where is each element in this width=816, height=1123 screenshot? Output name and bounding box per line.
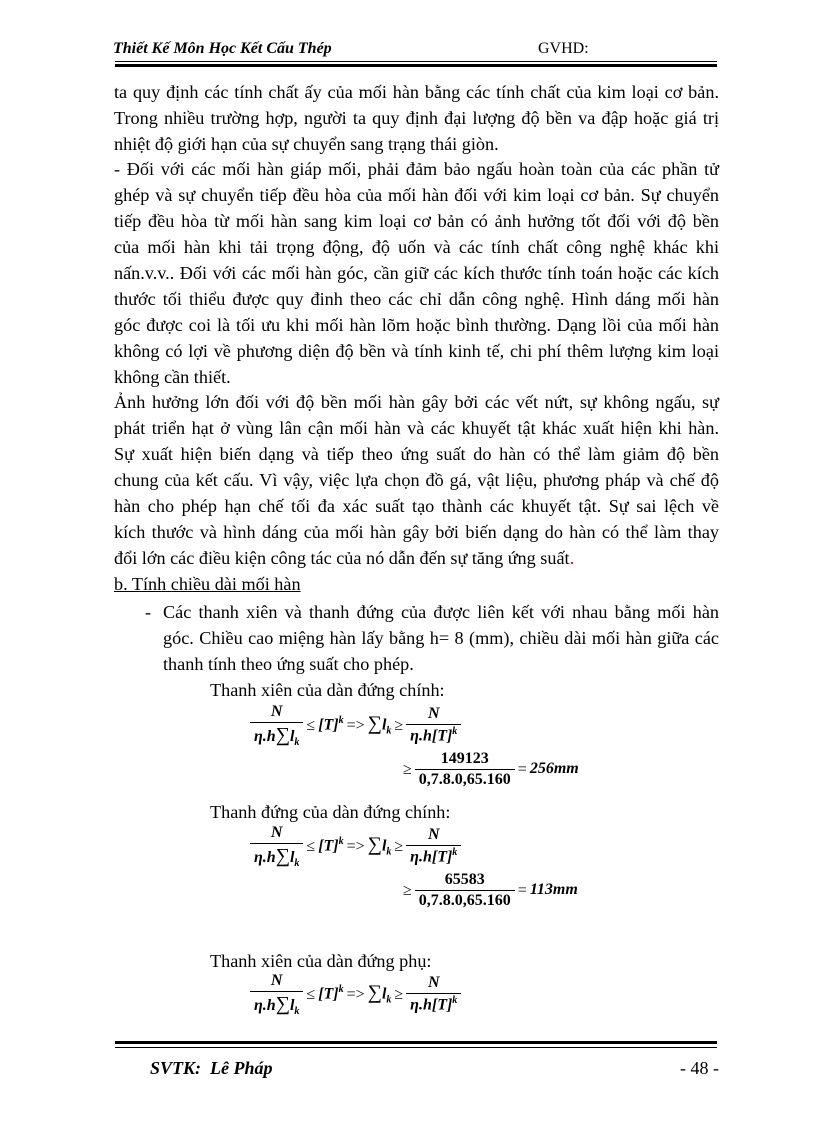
bullet-line: thanh tính theo ứng suất cho phép.: [163, 654, 414, 674]
para3-line-text: đổi lớn các điều kiện công tác của nó dẫn đến sự tăng ứng suất: [114, 548, 570, 568]
para1-line: ta quy định các tính chất ấy của mối hàn bằng các tính chất của kim loại cơ bản.: [114, 82, 719, 102]
case-label: Thanh xiên của dàn đứng phụ:: [210, 951, 432, 971]
bullet-dash: -: [145, 602, 152, 622]
para3-line: Ảnh hưởng lớn đối với độ bền mối hàn gây bởi các vết nứt, sự không ngấu, sự: [114, 392, 719, 412]
para2-line: góc được coi là tối ưu khi mối hàn lõm hoặc bình thường. Dạng lồi của mối hàn: [114, 315, 719, 335]
para3-red-period: .: [569, 548, 575, 568]
para3-line: Sự xuất hiện biến dạng và tiếp theo ứng suất do hàn có thể làm giảm độ bền: [114, 444, 719, 464]
header-rule-thin: [115, 61, 717, 62]
case-label: Thanh đứng của dàn đứng chính:: [210, 802, 451, 822]
calc-numerator: 149123: [440, 750, 489, 767]
calc-result: 113mm: [529, 881, 578, 899]
para3-line: hàn cho phép hạn chế tối đa xác suất tạo thành các khuyết tật. Sự sai lệch về: [114, 496, 719, 516]
para2-line: không có lợi về phương diện độ bền và tính kinh tế, chi phí thêm lượng kim loại: [114, 341, 719, 361]
para3-last-line: [114, 546, 719, 570]
para2-line: - Đối với các mối hàn giáp mối, phải đảm bảo ngấu hoàn toàn của các phần tử: [114, 159, 719, 179]
weld-formula: $\frac{N}{\eta.h\sum l_k}$ ≤ $[T]^k => \sum l_k$ ≥ $\frac{N}{\eta.h[T]^k}$: [250, 824, 461, 869]
calc-numerator: 65583: [444, 871, 485, 888]
bullet-line: Các thanh xiên và thanh đứng của được liên kết với nhau bằng mối hàn: [163, 602, 719, 622]
calc-denominator: 0,7.8.0,65.160: [415, 890, 515, 910]
footer-rule-thick: [115, 1041, 717, 1044]
para1-line: nhiệt độ giới hạn của sự chuyển sang trạng thái giòn.: [114, 134, 499, 154]
weld-formula: $\frac{N}{\eta.h\sum l_k}$ ≤ $[T]^k => \sum l_k$ ≥ $\frac{N}{\eta.h[T]^k}$: [250, 972, 461, 1017]
footer-svtk: SVTK:: [150, 1058, 202, 1078]
para3-line: phát triển hạt ở vùng lân cận mối hàn và các khuyết tật khác xuất hiện khi hàn.: [114, 418, 719, 438]
para3-line: kích thước và hình dáng của mối hàn gây bởi biến dạng do hàn có thể làm thay: [114, 522, 719, 542]
para2-line: không cần thiết.: [114, 367, 231, 387]
section-b-heading: b. Tính chiều dài mối hàn: [114, 574, 301, 594]
header-rule-thick: [115, 64, 717, 67]
para2-line: của mối hàn khi tải trọng động, độ uốn và các tính chất công nghệ khác khi: [114, 237, 719, 257]
para2-line: nấn.v.v.. Đối với các mối hàn góc, cần giữ các kích thước tính toán hoặc các kích: [114, 263, 719, 283]
para2-line: thước tối thiểu được quy đinh theo các chỉ dẫn công nghệ. Hình dáng mối hàn: [114, 289, 719, 309]
footer-rule-thin: [115, 1047, 717, 1048]
weld-calc: ≥ $\frac{65583}{0,7.8.0,65.160}$ = 113mm: [403, 871, 578, 909]
calc-result: 256mm: [529, 760, 579, 778]
para2-line: ghép và sự chuyển tiếp đều hòa của mối hàn đối với kim loại cơ bản. Sự chuyển: [114, 185, 719, 205]
case-label: Thanh xiên của dàn đứng chính:: [210, 680, 445, 700]
bullet-line: góc. Chiều cao miệng hàn lấy bằng h= 8 (mm), chiều dài mối hàn giữa các: [163, 628, 719, 648]
header-title: Thiết Kế Môn Học Kết Cấu Thép: [113, 40, 332, 57]
calc-denominator: 0,7.8.0,65.160: [415, 769, 515, 789]
para2-line: tiếp đều hòa từ mối hàn sang kim loại cơ bản có ảnh hưởng tốt đối với độ bền: [114, 211, 719, 231]
footer-student: [150, 1058, 273, 1079]
para3-line: chung của kết cấu. Vì vậy, việc lựa chọn đồ gá, vật liệu, phương pháp và chế độ: [114, 470, 719, 490]
header-gvhd: GVHD:: [538, 40, 589, 57]
weld-formula: $\frac{N}{\eta.h\sum l_k}$ ≤ $[T]^k => \sum l_k$ ≥ $\frac{N}{\eta.h[T]^k}$: [250, 703, 461, 748]
footer-name: Lê Pháp: [210, 1058, 273, 1078]
para1-line: Trong nhiều trường hợp, người ta quy định đại lượng độ bền va đập hoặc giá trị: [114, 108, 719, 128]
page-number: - 48 -: [680, 1058, 719, 1078]
weld-calc: ≥ $\frac{149123}{0,7.8.0,65.160}$ = 256mm: [403, 750, 579, 788]
